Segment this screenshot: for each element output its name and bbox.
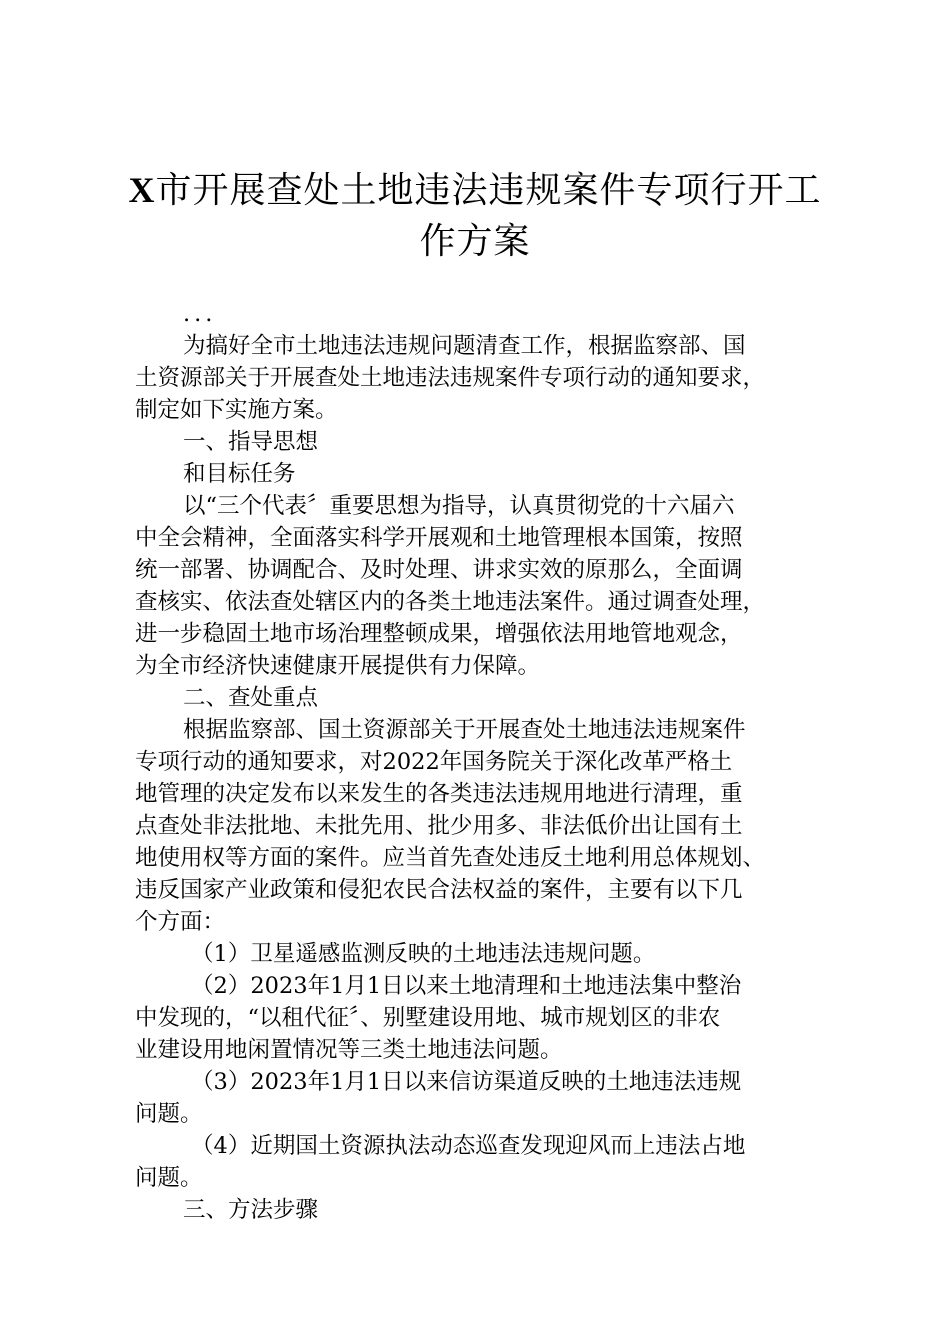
paragraph-line: 查核实、依法查处辖区内的各类土地违法案件。通过调查处理， <box>135 589 766 615</box>
paragraph-line: 为全市经济快速健康开展提供有力保障。 <box>135 653 541 679</box>
list-item: （2）2023年1月1日以来土地清理和土地违法集中整治 <box>191 973 742 999</box>
section-heading: 一、指导思想 <box>183 429 319 455</box>
paragraph-line: 地管理的决定发布以来发生的各类违法违规用地进行清理，重 <box>135 781 743 807</box>
paragraph-line: 中全会精神，全面落实科学开展观和土地管理根本国策，按照 <box>135 525 743 551</box>
title-text: 市开展查处土地违法违规案件专项行开工 <box>155 170 822 211</box>
title-lead: X <box>128 170 156 210</box>
paragraph-line: 点查处非法批地、未批先用、批少用多、非法低价出让国有土 <box>135 813 743 839</box>
list-item: （3）2023年1月1日以来信访渠道反映的土地违法违规 <box>191 1069 742 1095</box>
list-item: （4）近期国土资源执法动态巡查发现迎风而上违法占地 <box>191 1133 746 1159</box>
paragraph-line: 根据监察部、国土资源部关于开展查处土地违法违规案件 <box>183 717 746 743</box>
paragraph-line: 问题。 <box>135 1101 203 1127</box>
title-line-2: 作方案 <box>419 221 531 262</box>
document-body <box>135 298 825 1226</box>
paragraph-line: 土资源部关于开展查处土地违法违规案件专项行动的通知要求， <box>135 365 766 391</box>
paragraph-line: 违反国家产业政策和侵犯农民合法权益的案件，主要有以下几 <box>135 877 743 903</box>
paragraph-line: 地使用权等方面的案件。应当首先查处违反土地利用总体规划、 <box>135 845 766 871</box>
section-heading: 三、方法步骤 <box>183 1197 319 1223</box>
paragraph-line: 为搞好全市土地违法违规问题清查工作，根据监察部、国 <box>183 333 746 359</box>
section-heading: 和目标任务 <box>183 461 296 487</box>
paragraph-line: 进一步稳固土地市场治理整顿成果，增强依法用地管地观念， <box>135 621 743 647</box>
paragraph-line: 业建设用地闲置情况等三类土地违法问题。 <box>135 1037 563 1063</box>
list-item: （1）卫星遥感监测反映的土地违法违规问题。 <box>191 941 656 967</box>
paragraph-line: 统一部署、协调配合、及时处理、讲求实效的原那么，全面调 <box>135 557 743 583</box>
paragraph-line: 制定如下实施方案。 <box>135 397 338 423</box>
paragraph-line: 专项行动的通知要求，对2022年国务院关于深化改革严格土 <box>135 749 733 775</box>
paragraph-line: 中发现的，“以租代征〞、别墅建设用地、城市规划区的非农 <box>135 1005 721 1031</box>
paragraph-line: 以“三个代表〞重要思想为指导，认真贯彻党的十六届六 <box>183 493 735 519</box>
paragraph-line: 问题。 <box>135 1165 203 1191</box>
paragraph-line: 个方面： <box>135 909 226 935</box>
ellipsis: ... <box>183 301 217 327</box>
section-heading: 二、查处重点 <box>183 685 319 711</box>
